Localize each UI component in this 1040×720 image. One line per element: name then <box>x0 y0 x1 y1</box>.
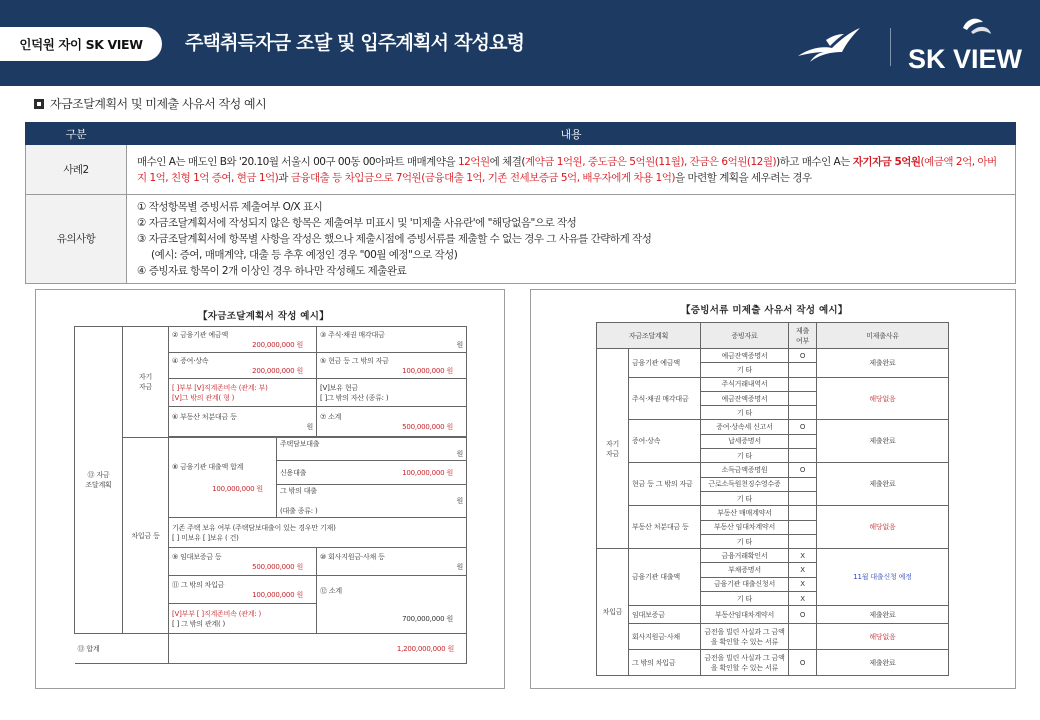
notes-content <box>127 195 1016 284</box>
existing-house-check: [ ] 미보유 [ ]보유 ( 건) <box>172 533 239 542</box>
info-table <box>25 122 1016 284</box>
evidence-item: 기 타 <box>701 449 789 463</box>
evidence-item: 예금잔액증명서 <box>701 349 789 363</box>
reason-text: 11월 대출신청 예정 <box>817 549 949 606</box>
other-borrowing-label: ⑪ 그 밖의 차입금 <box>172 580 225 589</box>
group-label: 현금 등 그 밖의 자금 <box>629 463 701 506</box>
sk-view-logo <box>905 14 1025 76</box>
header-submitted: 제출 여부 <box>789 323 817 349</box>
submit-mark: X <box>789 563 817 577</box>
note-item: ③ 자금조달계획서에 항목별 사항을 작성은 했으나 제출시점에 증빙서류를 제출할 수 없는 경우 그 사유를 간략하게 작성 <box>137 233 652 245</box>
group-label: 증여·상속 <box>629 420 701 463</box>
other-borrowing-amount: 100,000,000 원 <box>252 590 304 599</box>
evidence-item: 근로소득원천징수영수증 <box>701 477 789 491</box>
existing-house-note: 기존 주택 보유 여부 (주택담보대출이 있는 경우만 기재) <box>172 523 336 532</box>
lease-deposit-label: ⑨ 임대보증금 등 <box>172 552 222 561</box>
logo-text: SK VIEW <box>908 44 1023 74</box>
reason-text: 해당없음 <box>817 624 949 650</box>
brand-label: 인덕원 자이 SK VIEW <box>0 27 162 61</box>
evidence-item: 기 타 <box>701 406 789 420</box>
evidence-item: 부동산 매매계약서 <box>701 506 789 520</box>
group-label: 임대보증금 <box>629 606 701 624</box>
evidence-item: 금전을 빌린 사실과 그 금액을 확인할 수 있는 서류 <box>701 624 789 650</box>
fin-loan-amount: 100,000,000 원 <box>212 484 263 493</box>
section-heading-text: 자금조달계획서 및 미제출 사유서 작성 예시 <box>50 97 267 111</box>
submit-mark: X <box>789 592 817 606</box>
unit-won: 원 <box>456 340 464 349</box>
evidence-item: 금전을 빌린 사실과 그 금액을 확인할 수 있는 서류 <box>701 650 789 676</box>
notes-label: 유의사항 <box>26 195 127 284</box>
funding-plan-table <box>74 326 467 664</box>
credit-loan-amount: 100,000,000 원 <box>402 468 454 477</box>
case-description: 매수인 A는 매도인 B와 '20.10월 서울시 00구 00동 00아파트 매매계약을 12억원에 체결(계약금 1억원, 중도금은 5억원(11월), 잔금은 6억원(12월))하고 매수인 A는 자기자금 5억원(예금액 2억, 아버지 1억, 친형 1억 증여, 현금 1억)과 금융대출 등 차입금으로 7억원(금융대출 1억, 기존 전세보증금 5억, 배우자에게 차용 1억)을 마련할 계획을 세우려는 경우 <box>127 145 1016 195</box>
cash-label: ⑤ 현금 등 그 밖의 자금 <box>320 356 389 365</box>
corp-support-label: ⑩ 회사지원금·사채 등 <box>320 552 385 561</box>
loan-subtotal-label: ⑫ 소계 <box>320 586 342 595</box>
evidence-item: 부채증명서 <box>701 563 789 577</box>
evidence-item: 금융거래확인서 <box>701 549 789 563</box>
note-item: ② 자금조달계획서에 작성되지 않은 항목은 제출여부 미표시 및 '미제출 사유란'에 "해당없음"으로 작성 <box>137 217 577 229</box>
section-heading <box>34 95 266 112</box>
evidence-item: 금융기관 대출신청서 <box>701 577 789 591</box>
gift-other-check: [V]그 밖의 관계( 형 ) <box>172 393 235 402</box>
credit-loan-label: 신용대출 <box>280 468 307 477</box>
evidence-item: 기 타 <box>701 363 789 377</box>
funding-section-label: ⑬ 자금 조달계획 <box>75 327 123 634</box>
evidence-item: 기 타 <box>701 592 789 606</box>
cash-amount: 100,000,000 원 <box>402 366 454 375</box>
own-funds-label: 자기 자금 <box>123 327 169 438</box>
note-item: (예시: 증여, 매매계약, 대출 등 추후 예정인 경우 "00월 예정"으로 작성) <box>151 249 458 261</box>
evidence-item: 주식거래내역서 <box>701 377 789 391</box>
deposit-label: ② 금융기관 예금액 <box>172 330 229 339</box>
lease-deposit-amount: 500,000,000 원 <box>252 562 304 571</box>
note-item: ④ 증빙자료 항목이 2개 이상인 경우 하나만 작성해도 제출완료 <box>137 265 407 277</box>
submit-mark: O <box>789 349 817 363</box>
reason-text: 해당없음 <box>817 506 949 549</box>
reason-text: 제출완료 <box>817 650 949 676</box>
cash-other-check: [ ]그 밖의 자산 (종류: ) <box>320 393 389 402</box>
reason-text: 제출완료 <box>817 606 949 624</box>
header-bar <box>0 0 1040 86</box>
table-row-notes <box>26 195 1016 284</box>
evidence-item: 증여·상속세 신고서 <box>701 420 789 434</box>
total-amount: 1,200,000,000 원 <box>169 634 467 664</box>
funding-plan-example-panel <box>35 289 505 689</box>
unit-won: 원 <box>456 562 464 571</box>
header-evidence: 증빙자료 <box>701 323 789 349</box>
funding-plan-title: 【자금조달계획서 작성 예시】 <box>198 311 330 322</box>
submit-mark: X <box>789 577 817 591</box>
evidence-item: 소득금액증명원 <box>701 463 789 477</box>
fin-loan-label: ⑧ 금융기관 대출액 합계 <box>172 462 244 471</box>
gift-relation-check: [ ]부부 [V]직계존비속 (관계: 부) <box>172 383 268 392</box>
unit-won: 원 <box>306 422 314 431</box>
stock-label: ③ 주식·채권 매각대금 <box>320 330 385 339</box>
other-borrowing-relation-check: [ ] 그 밖의 관계( ) <box>172 619 226 628</box>
square-bullet-icon <box>34 99 44 109</box>
own-subtotal-label: ⑦ 소계 <box>320 412 342 421</box>
borrowings-label: 차입금 등 <box>123 438 169 634</box>
deposit-amount: 200,000,000 원 <box>252 340 304 349</box>
loan-subtotal-amount: 700,000,000 원 <box>402 614 454 623</box>
missing-docs-table <box>596 322 949 676</box>
note-item: ① 작성항목별 증빙서류 제출여부 O/X 표시 <box>137 201 323 213</box>
sk-bird-logo-icon <box>796 22 862 66</box>
other-loan-kind: (대출 종류: ) <box>280 507 318 515</box>
other-loan-label: 그 밖의 대출 <box>280 487 317 495</box>
info-table-header <box>26 123 1016 145</box>
table-row-case <box>26 145 1016 195</box>
col-header-content: 내용 <box>127 123 1016 145</box>
gift-amount: 200,000,000 원 <box>252 366 304 375</box>
group-label: 회사지원금·사채 <box>629 624 701 650</box>
page-title: 주택취득자금 조달 및 입주계획서 작성요령 <box>185 32 525 54</box>
evidence-item: 예금잔액증명서 <box>701 391 789 405</box>
unit-won: 원 <box>456 497 464 505</box>
missing-docs-title: 【증빙서류 미제출 사유서 작성 예시】 <box>681 305 848 316</box>
case-label: 사례2 <box>26 145 127 195</box>
own-funds-label: 자기 자금 <box>597 349 629 549</box>
group-label: 부동산 처분대금 등 <box>629 506 701 549</box>
submit-mark: O <box>789 420 817 434</box>
group-label: 금융기관 예금액 <box>629 349 701 378</box>
evidence-item: 기 타 <box>701 534 789 548</box>
reason-text: 제출완료 <box>817 349 949 378</box>
unit-won: 원 <box>456 450 464 458</box>
col-header-category: 구분 <box>26 123 127 145</box>
other-borrowing-spouse-check: [V]부부 [ ]직계존비속 (관계: ) <box>172 609 262 618</box>
group-label: 주식·채권 매각대금 <box>629 377 701 420</box>
submit-mark: O <box>789 463 817 477</box>
logo-divider <box>890 28 891 66</box>
evidence-item: 납세증명서 <box>701 434 789 448</box>
own-subtotal-amount: 500,000,000 원 <box>402 422 454 431</box>
cash-held-check: [V]보유 현금 <box>320 383 358 392</box>
submit-mark: X <box>789 549 817 563</box>
group-label: 금융기관 대출액 <box>629 549 701 606</box>
submit-mark: O <box>789 606 817 624</box>
mortgage-label: 주택담보대출 <box>280 440 320 448</box>
gift-label: ④ 증여·상속 <box>172 356 209 365</box>
reason-text: 제출완료 <box>817 463 949 506</box>
reason-text: 해당없음 <box>817 377 949 420</box>
evidence-item: 부동산임대차계약서 <box>701 606 789 624</box>
header-reason: 미제출사유 <box>817 323 949 349</box>
reason-text: 제출완료 <box>817 420 949 463</box>
borrowings-label: 차입금 <box>597 549 629 676</box>
group-label: 그 밖의 차입금 <box>629 650 701 676</box>
submit-mark: O <box>789 650 817 676</box>
missing-docs-example-panel <box>530 289 1016 689</box>
header-funding-item: 자금조달계획 <box>597 323 701 349</box>
evidence-item: 부동산 임대차계약서 <box>701 520 789 534</box>
total-label: ⑬ 합계 <box>75 634 169 664</box>
evidence-item: 기 타 <box>701 491 789 505</box>
estate-label: ⑥ 부동산 처분대금 등 <box>172 412 237 421</box>
